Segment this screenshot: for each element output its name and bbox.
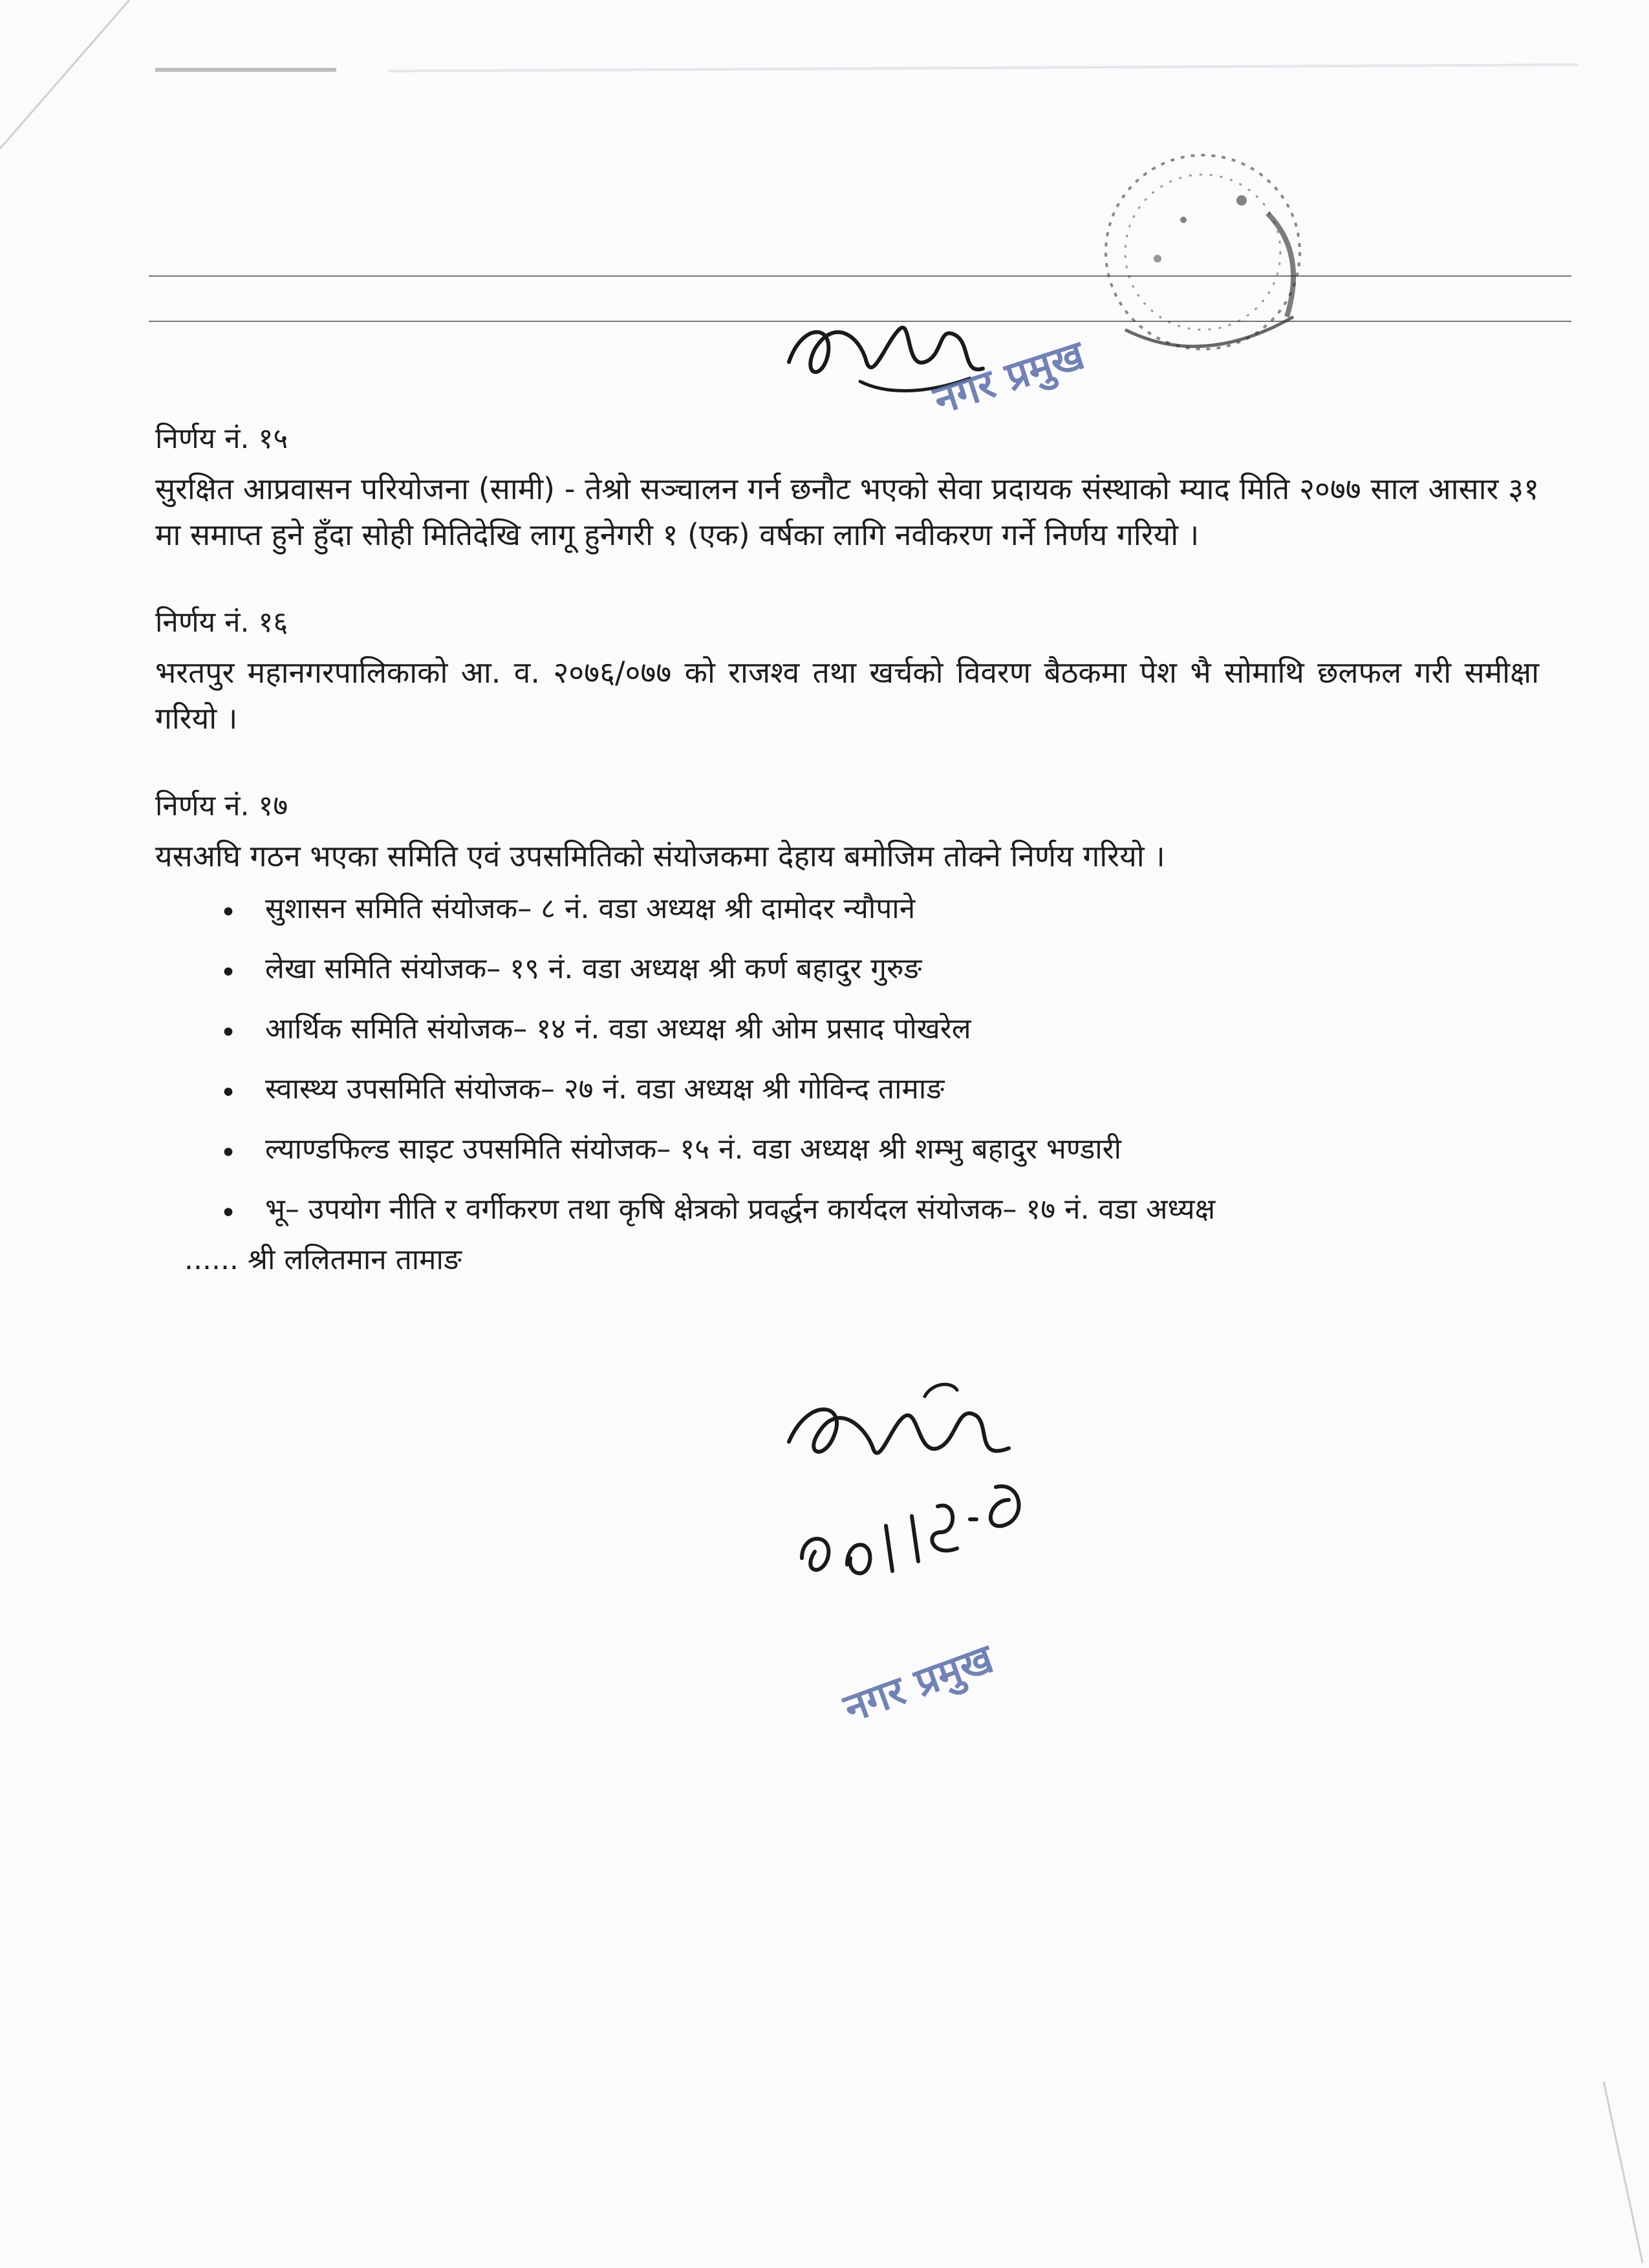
decision-17: [155, 787, 1539, 1278]
bullet-icon: •: [220, 1137, 237, 1170]
decision-text: भरतपुर महानगरपालिकाको आ. व. २०७६/०७७ को राजश्व तथा खर्चको विवरण बैठकमा पेश भै सोमाथि छलफल गरी समीक्षा गरियो ।: [155, 654, 1539, 736]
bullet-icon: •: [220, 1197, 237, 1230]
decisions-body: [155, 420, 1539, 1323]
list-item: [220, 1011, 1539, 1050]
list-item-text: ल्याण्डफिल्ड साइट उपसमिति संयोजक– १५ नं. वडा अध्यक्ष श्री शम्भु बहादुर भण्डारी: [265, 1133, 1122, 1166]
decision-text: सुरक्षित आप्रवासन परियोजना (सामी) - तेश्रो सञ्चालन गर्न छनौट भएको सेवा प्रदायक संस्थाको म्याद मिति २०७७ साल आसार ३१ मा समाप्त हुने हुँदा सोही मितिदेखि लागू हुनेगरी १ (एक) वर्षका लागि नवीकरण गर्ने निर्णय गरियो ।: [155, 471, 1539, 553]
list-item-text: सुशासन समिति संयोजक– ८ नं. वडा अध्यक्ष श्री दामोदर न्यौपाने: [265, 892, 916, 926]
list-item: [220, 1071, 1539, 1110]
coordinator-list: [155, 891, 1539, 1230]
list-item: [220, 891, 1539, 930]
list-item-text: लेखा समिति संयोजक– १९ नं. वडा अध्यक्ष श्री कर्ण बहादुर गुरुङ: [265, 952, 922, 986]
header-rule-top: [149, 275, 1571, 277]
bullet-icon: •: [220, 956, 237, 990]
list-item: [220, 1192, 1539, 1230]
bullet-icon: •: [220, 1016, 237, 1050]
decision-15: [155, 420, 1539, 559]
list-item: [220, 951, 1539, 990]
mayor-stamp-bottom: नगर प्रमुख: [837, 1634, 1000, 1732]
decision-heading: निर्णय नं. १७: [155, 789, 288, 822]
list-item-text: स्वास्थ्य उपसमिति संयोजक– २७ नं. वडा अध्यक्ष श्री गोविन्द तामाङ: [265, 1073, 945, 1106]
list-item-text: आर्थिक समिति संयोजक– १४ नं. वडा अध्यक्ष श्री ओम प्रसाद पोखरेल: [265, 1012, 971, 1046]
bullet-icon: •: [220, 896, 237, 930]
bullet-icon: •: [220, 1076, 237, 1110]
mayor-stamp-top: नगर प्रमुख: [928, 330, 1090, 424]
list-item-text: भू– उपयोग नीति र वर्गीकरण तथा कृषि क्षेत्रको प्रवर्द्धन कार्यदल संयोजक– १७ नं. वडा अध्यक्ष: [265, 1193, 1216, 1226]
decision-16: [155, 604, 1539, 742]
list-item-continuation: ...... श्री ललितमान तामाङ: [184, 1243, 462, 1277]
municipal-seal: [1073, 123, 1345, 369]
decision-heading: निर्णय नं. १५: [155, 422, 288, 455]
list-item: [220, 1131, 1539, 1170]
signature-bottom-with-date: [763, 1371, 1099, 1642]
decision-text: यसअघि गठन भएका समिति एवं उपसमितिको संयोजकमा देहाय बमोजिम तोक्ने निर्णय गरियो ।: [155, 838, 1165, 873]
decision-heading: निर्णय नं. १६: [155, 605, 288, 639]
